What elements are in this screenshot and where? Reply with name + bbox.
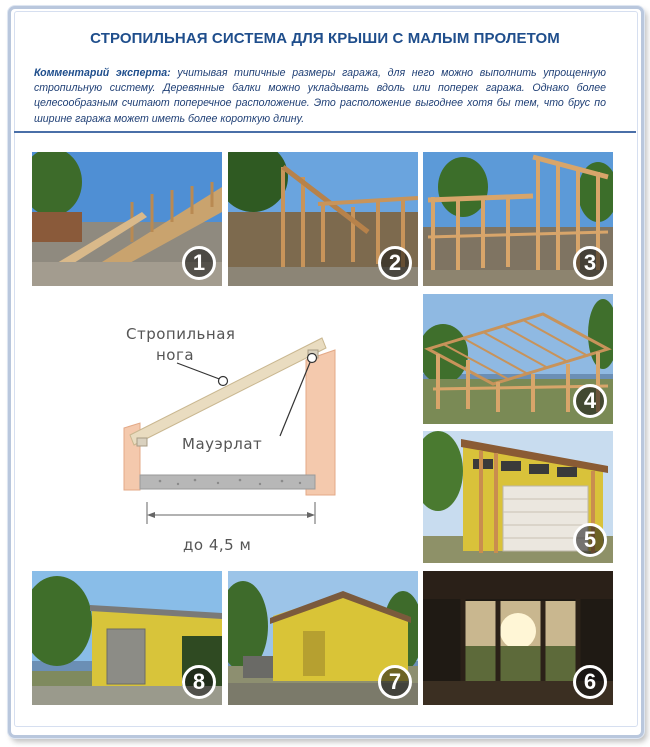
photo-number-badge: 5 [573, 523, 607, 557]
photo-1 [32, 152, 222, 286]
photo-number-badge: 2 [378, 246, 412, 280]
expert-comment-text: учитывая типичные размеры гаража, для него можно выполнить упрощенную стропильную систему. Деревянные балки можно укладывать вдоль или поперек гаража. Однако более целесообразным считают поперечное расположение. Это расположение выгоднее хотя бы тем, что брус по ширине гаража может иметь более короткую длину. [34, 67, 606, 125]
rafter-label-line2: нога [156, 346, 195, 364]
span-label: до 4,5 м [183, 536, 252, 554]
photo-5 [423, 431, 613, 563]
photo-3 [423, 152, 613, 286]
rafter-diagram [100, 300, 380, 565]
mauerlat-label: Мауэрлат [182, 435, 263, 453]
title-divider [14, 131, 636, 133]
photo-7 [228, 571, 418, 705]
photo-number-badge: 8 [182, 665, 216, 699]
photo-2 [228, 152, 418, 286]
photo-6 [423, 571, 613, 705]
photo-number-badge: 7 [378, 665, 412, 699]
expert-comment-label: Комментарий эксперта: [34, 67, 171, 79]
photo-8 [32, 571, 222, 705]
page-title: СТРОПИЛЬНАЯ СИСТЕМА ДЛЯ КРЫШИ С МАЛЫМ ПРОЛЕТОМ [90, 30, 560, 47]
photo-number-badge: 1 [182, 246, 216, 280]
rafter-label-line1: Стропильная [126, 325, 236, 343]
photo-number-badge: 6 [573, 665, 607, 699]
photo-number-badge: 3 [573, 246, 607, 280]
expert-comment [34, 66, 606, 127]
photo-number-badge: 4 [573, 384, 607, 418]
floor-slab [140, 475, 315, 489]
photo-4 [423, 294, 613, 424]
mauerlat-left [137, 438, 147, 446]
